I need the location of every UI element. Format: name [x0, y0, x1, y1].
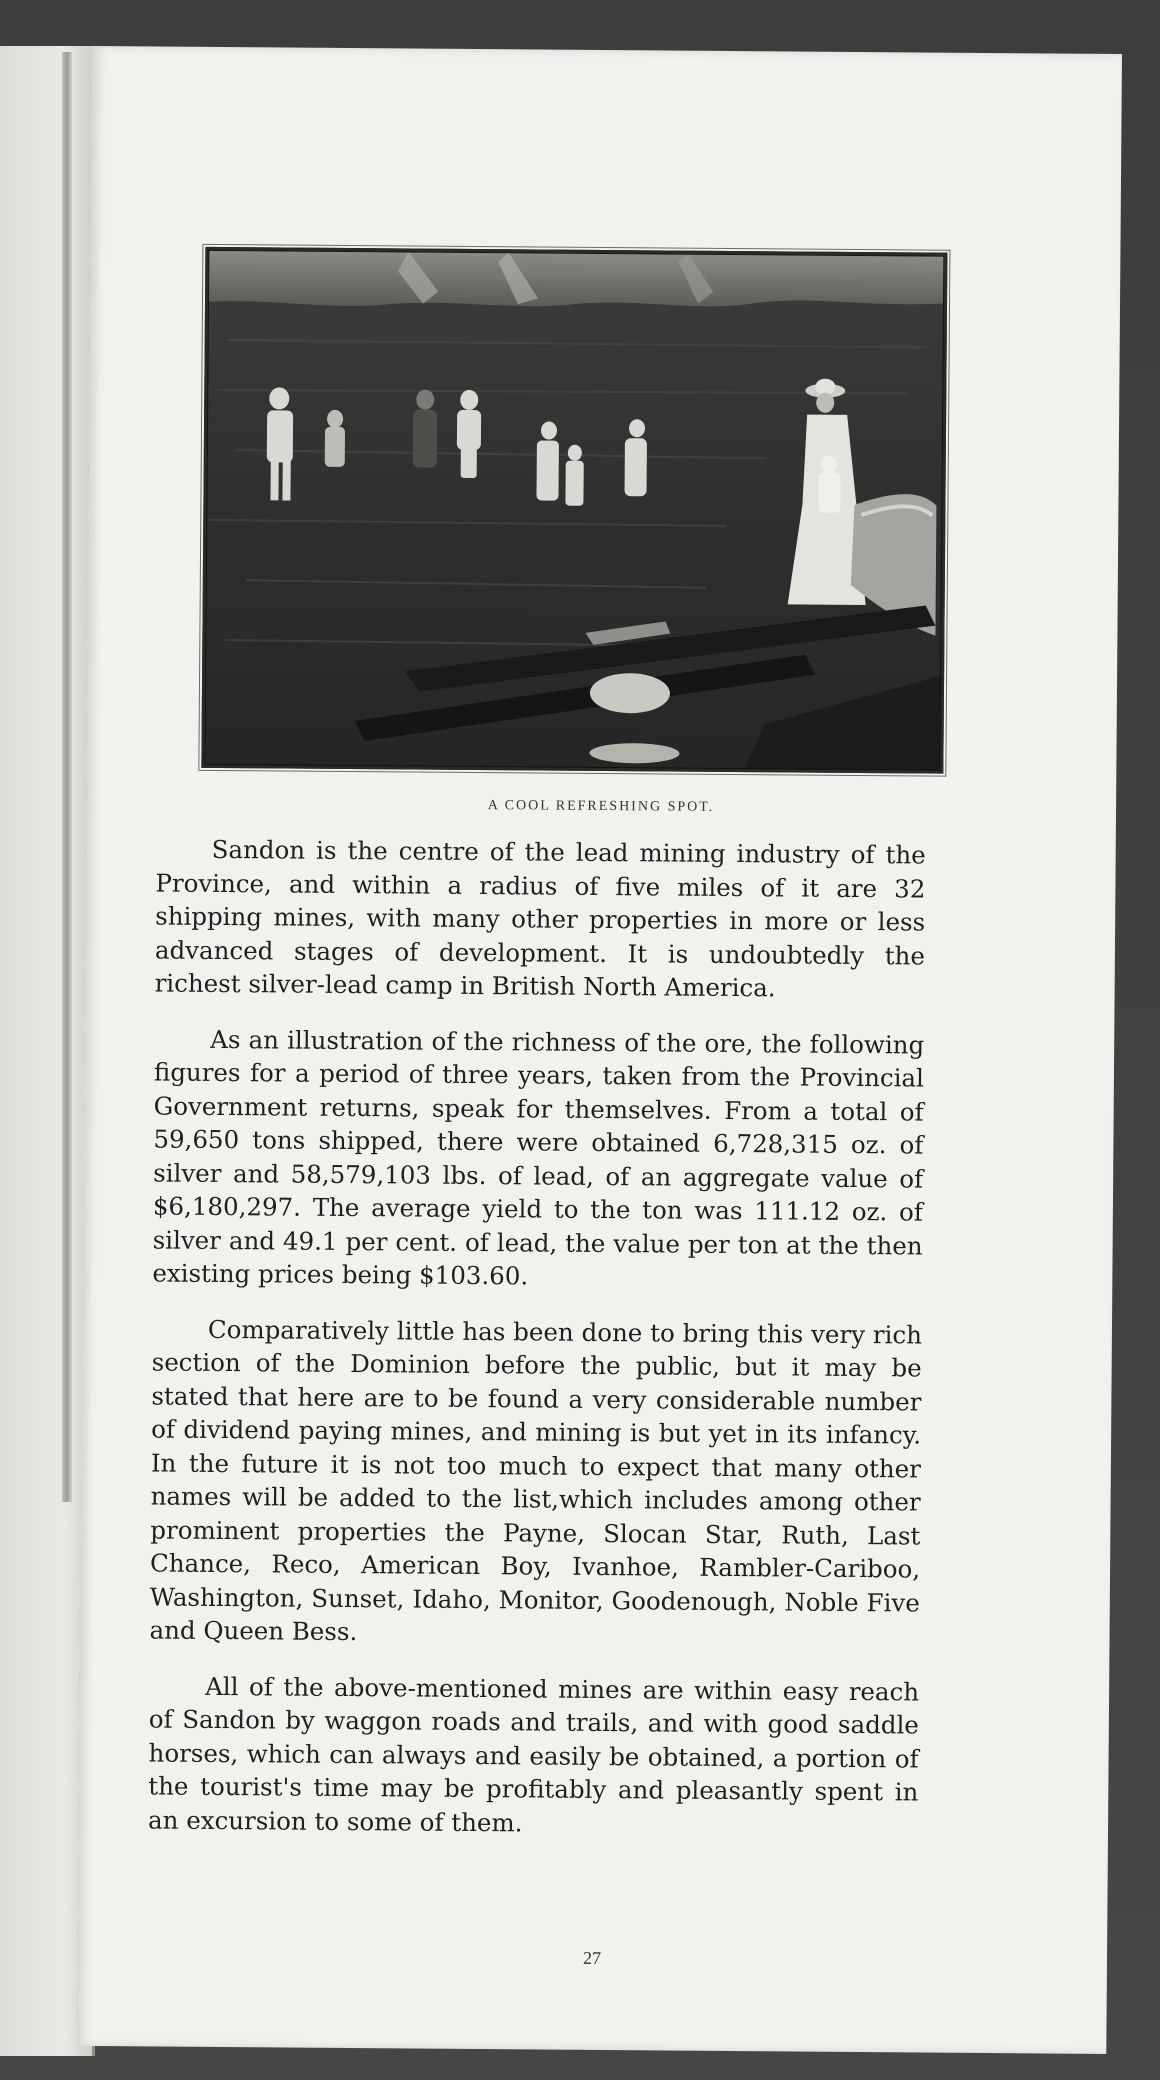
paragraph-4: All of the above-mentioned mines are within easy reach of Sandon by waggon roads and trails, and with good saddle horses, which can always and easily be obtained, a portion of the tourist's time may be profitably and pleasantly spent in an excursion to some of them.	[147, 1671, 920, 1837]
page-number: 27	[582, 1947, 602, 1969]
paragraph-2: As an illustration of the richness of the ore, the following figures for a period of three years, taken from the Provincial Government returns, speak for themselves. From a total of 59,650 tons shipped, there were obtained 6,728,315 oz. of silver and 58,579,103 lbs. of lead, of an aggregate value of $6,180,297. The average yield to the ton was 111.12 oz. of silver and 49.1 per cent. of lead, the value per ton at the then existing prices being $103.60.	[152, 1024, 925, 1291]
paragraph-3: Comparatively little has been done to bring this very rich section of the Dominion before the public, but it may be stated that here are to be found a very considerable number of dividend paying mines, and mining is but yet in its infancy. In the future it is not too much to expect that many other names will be added to the list,which includes among other prominent properties the Payne, Slocan Star, Ruth, Last Chance, Reco, American Boy, Ivanhoe, Rambler-Cariboo, Washington, Sunset, Idaho, Monitor, Goodenough, Noble Five and Queen Bess.	[149, 1314, 923, 1647]
body-text	[148, 832, 926, 1864]
book-gutter	[62, 52, 72, 1502]
book-page	[76, 46, 1122, 2054]
photo-caption: A COOL REFRESHING SPOT.	[487, 798, 715, 815]
lake-bathers-photo	[204, 250, 944, 771]
photograph	[201, 247, 947, 774]
paragraph-1: Sandon is the centre of the lead mining industry of the Province, and within a radius of five miles of it are 32 shipping mines, with many other properties in more or less advanced stages of development. It is undoubtedly the richest silver-lead camp in British North America.	[154, 834, 926, 1003]
